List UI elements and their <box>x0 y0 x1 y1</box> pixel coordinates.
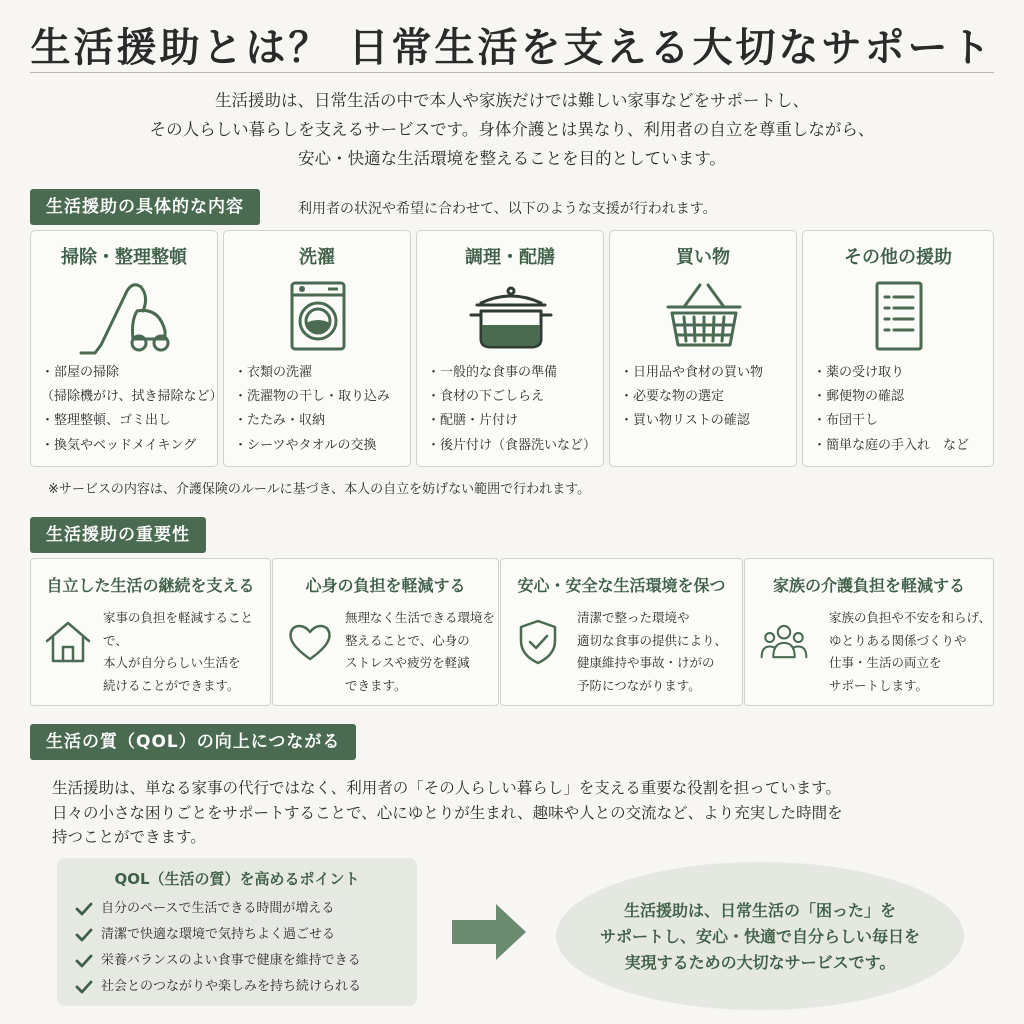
qol-heading: 生活の質（QOL）の向上につながる <box>30 724 356 760</box>
document-icon <box>847 277 947 357</box>
importance-card-title: 心身の負担を軽減する <box>305 576 466 595</box>
importance-card-title: 自立した生活の継続を支える <box>46 576 255 595</box>
vacuum-cleaner-icon <box>75 277 175 357</box>
summary-line: 生活援助は、日常生活の「困った」を <box>623 901 896 920</box>
text-line: 予防につながります。 <box>577 677 701 693</box>
house-icon <box>43 617 93 667</box>
text-line: 家族の負担や不安を和らげ、 <box>829 610 992 625</box>
service-card-cleaning <box>30 230 223 467</box>
list-item: ・郵便物の確認 <box>813 389 905 405</box>
list-item: ・布団干し <box>813 413 879 429</box>
family-icon <box>759 617 809 667</box>
washing-machine-icon <box>268 277 368 357</box>
list-item: ・簡単な庭の手入れ など <box>813 437 970 453</box>
service-card-laundry <box>223 230 411 467</box>
services-footnote: ※サービスの内容は、介護保険のルールに基づき、本人の自立を妨げない範囲で行われます。 <box>48 482 591 497</box>
services-note: 利用者の状況や希望に合わせて、以下のような支援が行われます。 <box>298 201 717 217</box>
list-item <box>75 948 361 974</box>
service-card-title: 掃除・整理整頓 <box>61 247 187 268</box>
list-item: ・日用品や食材の買い物 <box>620 365 764 380</box>
service-item-list <box>427 361 596 458</box>
point-text: 自分のペースで生活できる時間が増える <box>101 901 335 916</box>
right-arrow-icon <box>452 904 526 960</box>
importance-card-safety <box>500 558 743 706</box>
text-line: サポートします。 <box>829 677 929 693</box>
qol-points-box <box>57 858 417 1006</box>
checkmark-icon <box>75 900 93 918</box>
list-item: ・たたみ・収納 <box>234 413 326 429</box>
service-card-cooking <box>416 230 604 467</box>
importance-card-independence <box>30 558 271 706</box>
importance-card-text <box>577 607 727 697</box>
text-line: ストレスや疲労を軽減 <box>345 655 470 670</box>
list-item: ・シーツやタオルの交換 <box>234 437 377 453</box>
qol-points-title: QOL（生活の質）を高めるポイント <box>114 870 360 888</box>
importance-card-text <box>345 607 495 697</box>
heart-icon <box>285 617 335 667</box>
point-text: 栄養バランスのよい食事で健康を維持できる <box>101 953 361 968</box>
cooking-pot-icon <box>461 277 561 357</box>
text-line: 無理なく生活できる環境を <box>345 610 496 625</box>
list-item: ・衣類の洗濯 <box>234 365 313 380</box>
intro-line: 安心・快適な生活環境を整えることを目的としています。 <box>298 149 726 168</box>
service-card-other <box>802 230 994 467</box>
text-line: 適切な食事の提供により、 <box>577 632 728 648</box>
list-item <box>75 974 361 1000</box>
service-item-list <box>234 361 390 458</box>
summary-line: サポートし、安心・快適で自分らしい毎日を <box>599 927 920 946</box>
checkmark-icon <box>75 978 93 996</box>
intro-line: 生活援助は、日常生活の中で本人や家族だけでは難しい家事などをサポートし、 <box>215 91 809 110</box>
paragraph-line: 生活援助は、単なる家事の代行ではなく、利用者の「その人らしい暮らし」を支える重要な役割を担っています。 <box>52 779 841 797</box>
list-item: ・買い物リストの確認 <box>620 413 750 429</box>
text-line: 家事の負担を軽減することで、 <box>103 610 254 648</box>
intro-line: その人らしい暮らしを支えるサービスです。身体介護とは異なり、利用者の自立を尊重しながら、 <box>149 120 875 139</box>
service-card-title: その他の援助 <box>844 247 952 268</box>
qol-points-list <box>75 896 361 1000</box>
importance-card-burden <box>272 558 499 706</box>
service-item-list <box>41 361 222 458</box>
title-divider <box>30 72 994 73</box>
list-item <box>75 896 361 922</box>
service-card-title: 調理・配膳 <box>465 247 555 268</box>
checkmark-icon <box>75 952 93 970</box>
text-line: 整えることで、心身の <box>345 632 470 648</box>
importance-card-text <box>103 607 270 697</box>
service-card-shopping <box>609 230 797 467</box>
list-item: ・一般的な食事の準備 <box>427 365 558 380</box>
shopping-basket-icon <box>654 277 754 357</box>
text-line: 清潔で整った環境や <box>577 610 690 625</box>
paragraph-line: 日々の小さな困りごとをサポートすることで、心にゆとりが生まれ、趣味や人との交流など、より充実した時間を <box>52 803 843 822</box>
importance-card-text <box>829 607 991 697</box>
list-item: ・洗濯物の干し・取り込み <box>234 389 391 405</box>
list-item: ・薬の受け取り <box>813 365 905 380</box>
text-line: 仕事・生活の両立を <box>829 655 942 670</box>
text-line: 健康維持や事故・けがの <box>577 655 715 670</box>
summary-text <box>556 898 964 976</box>
shield-check-icon <box>513 617 563 667</box>
list-item: ・必要な物の選定 <box>620 389 725 405</box>
importance-heading: 生活援助の重要性 <box>30 517 206 553</box>
text-line: 続けることができます。 <box>103 677 240 693</box>
list-item <box>75 922 361 948</box>
service-item-list <box>620 361 763 434</box>
service-card-title: 洗濯 <box>299 247 335 268</box>
list-item: （掃除機がけ、拭き掃除など） <box>41 389 223 405</box>
list-item: ・食材の下ごしらえ <box>427 389 545 405</box>
summary-ellipse <box>556 862 964 1010</box>
services-heading: 生活援助の具体的な内容 <box>30 189 260 225</box>
paragraph-line: 持つことができます。 <box>52 828 206 846</box>
text-line: できます。 <box>345 677 407 693</box>
summary-line: 実現するための大切なサービスです。 <box>624 953 896 972</box>
list-item: ・換気やベッドメイキング <box>41 437 197 453</box>
list-item: ・後片付け（食器洗いなど） <box>427 437 597 453</box>
importance-card-family <box>744 558 994 706</box>
importance-card-title: 安心・安全な生活環境を保つ <box>517 576 726 595</box>
text-line: 本人が自分らしい生活を <box>103 655 241 670</box>
point-text: 清潔で快適な環境で気持ちよく過ごせる <box>101 927 336 942</box>
qol-paragraph <box>52 776 992 850</box>
point-text: 社会とのつながりや楽しみを持ち続けられる <box>101 979 362 994</box>
importance-card-title: 家族の介護負担を軽減する <box>772 576 965 595</box>
page-title: 生活援助とは？ 日常生活を支える大切なサポート <box>30 24 994 71</box>
text-line: ゆとりある関係づくりや <box>829 632 967 648</box>
list-item: ・部屋の掃除 <box>41 365 120 380</box>
service-card-title: 買い物 <box>676 247 730 268</box>
list-item: ・整理整頓、ゴミ出し <box>41 413 172 429</box>
list-item: ・配膳・片付け <box>427 413 519 429</box>
intro-text <box>0 86 1024 173</box>
service-item-list <box>813 361 969 458</box>
checkmark-icon <box>75 926 93 944</box>
